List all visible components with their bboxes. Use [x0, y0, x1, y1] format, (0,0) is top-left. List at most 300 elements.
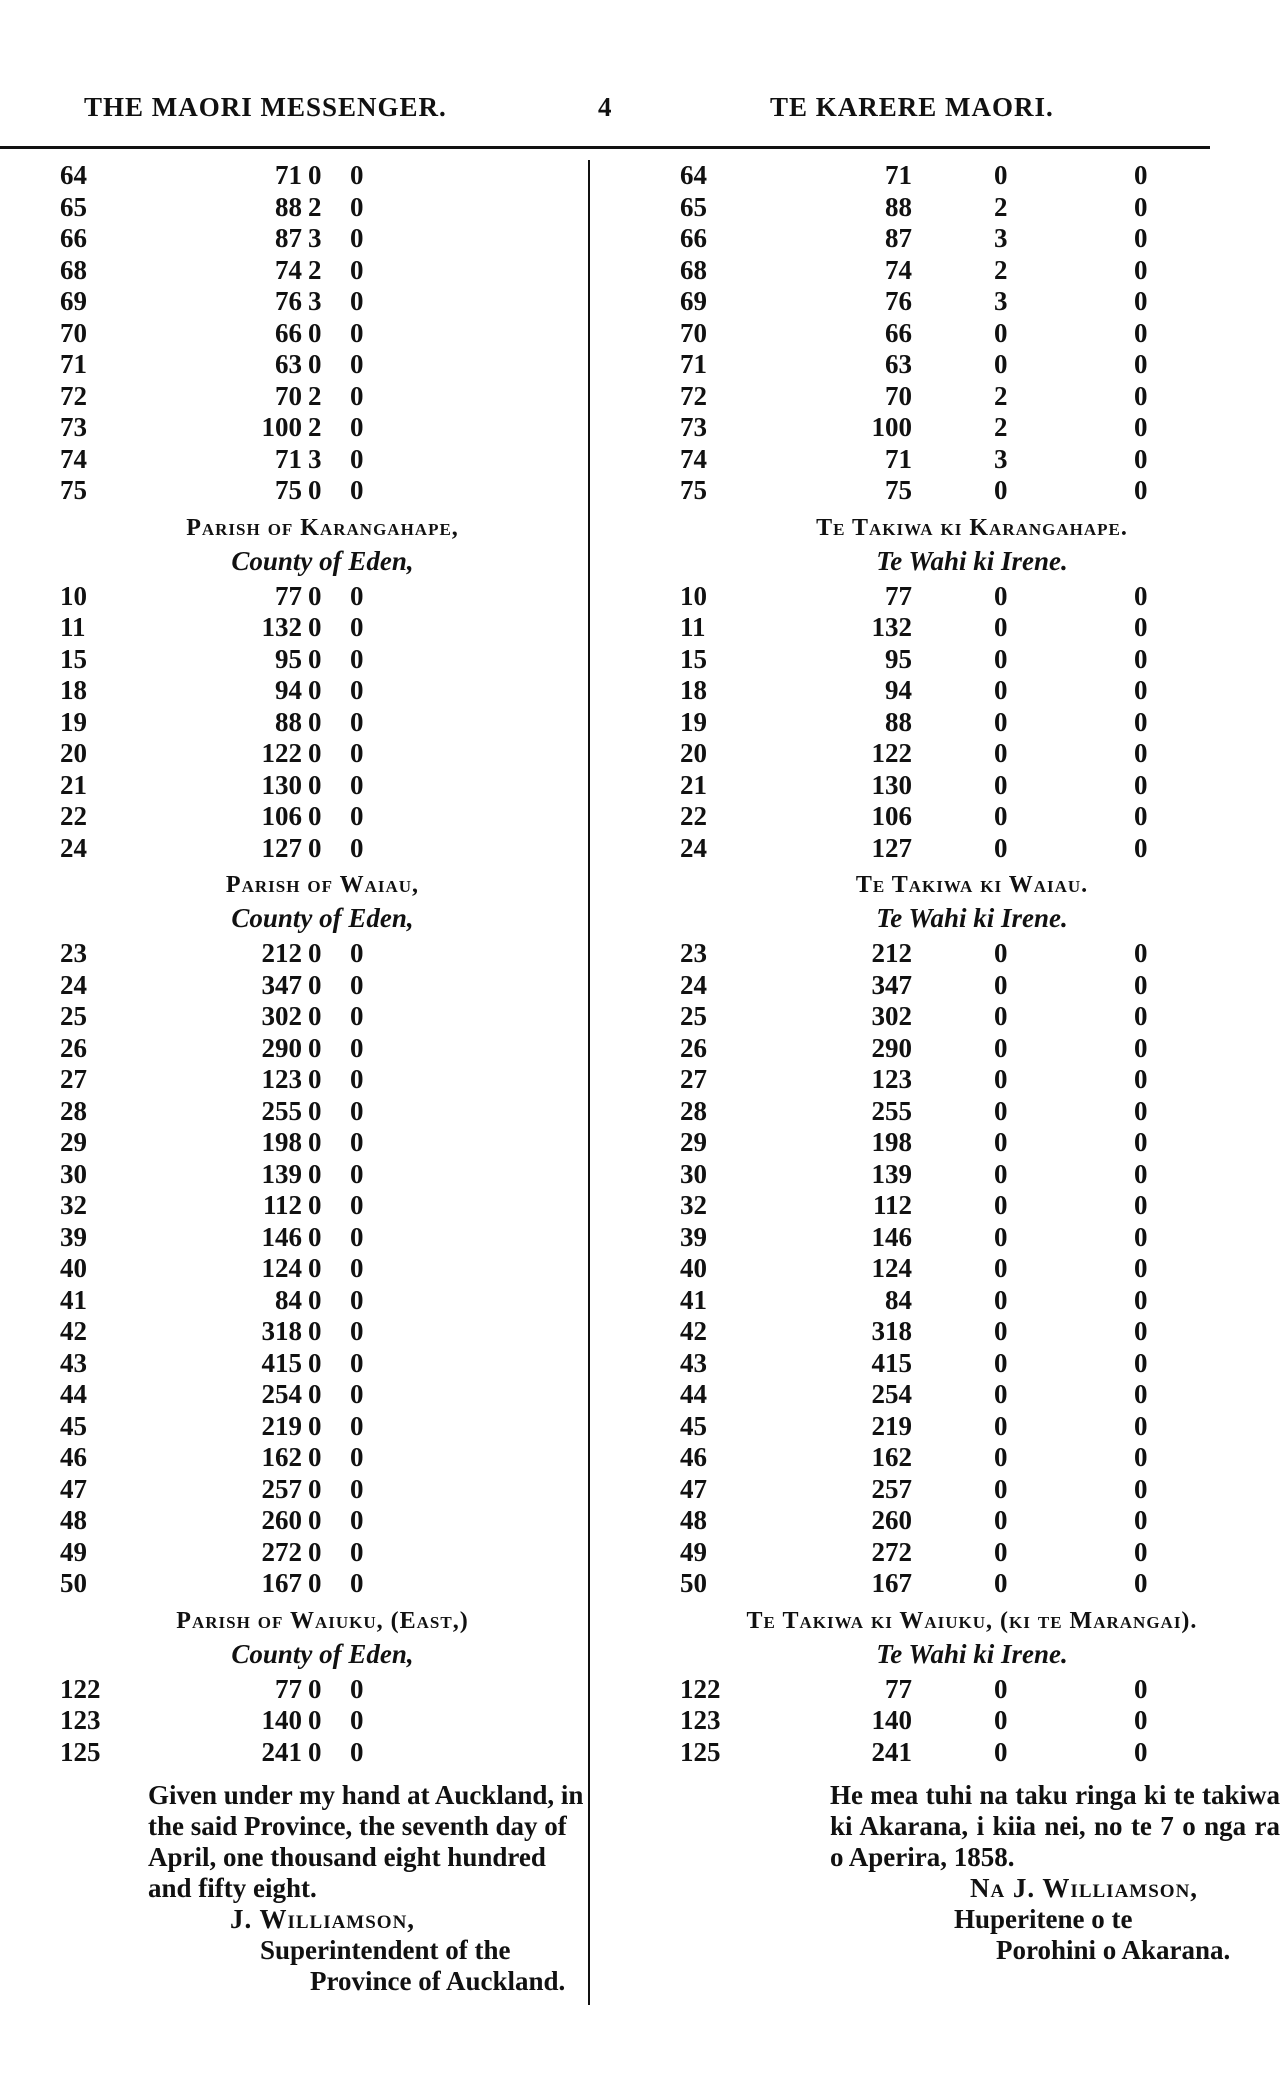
section-heading-karangahape: Parish of Karangahape,: [186, 514, 459, 541]
acres: 212: [871, 938, 912, 968]
table-row: [664, 318, 1280, 350]
allotment-number: 72: [60, 380, 87, 411]
closing-block: [664, 1780, 1280, 1966]
table-row: [60, 738, 585, 770]
acres: 84: [275, 1284, 302, 1315]
perches: 0: [1134, 1158, 1148, 1189]
roods: 0: [308, 160, 322, 190]
acres: 272: [871, 1536, 912, 1567]
perches: 0: [1134, 738, 1148, 768]
table-row: [60, 1001, 585, 1033]
allotment-number: 44: [60, 1379, 87, 1409]
allotment-number: 30: [60, 1158, 87, 1189]
allotment-number: 21: [60, 769, 87, 800]
table-row: [60, 1568, 585, 1600]
acres: 88: [885, 706, 912, 737]
signature-title-1: Superintendent of the: [260, 1935, 511, 1965]
roods: 0: [994, 1442, 1008, 1472]
table-row: [664, 1674, 1280, 1706]
roods: 0: [994, 580, 1008, 611]
acres: 219: [871, 1410, 912, 1441]
table-row: [664, 644, 1280, 676]
allotment-number: 21: [680, 769, 707, 800]
perches: 0: [350, 580, 364, 611]
allotment-number: 26: [60, 1032, 87, 1063]
section-subheading-county: County of Eden,: [231, 545, 414, 576]
allotment-number: 10: [680, 580, 707, 611]
acres: 130: [261, 769, 302, 800]
table-row: [664, 412, 1280, 444]
roods: 0: [994, 475, 1008, 505]
signature-title-1: Huperitene o te: [954, 1904, 1133, 1934]
acres: 84: [885, 1284, 912, 1315]
roods: 3: [994, 286, 1008, 316]
perches: 0: [350, 1705, 364, 1735]
acres: 347: [871, 969, 912, 1000]
perches: 0: [1134, 1705, 1148, 1735]
perches: 0: [1134, 443, 1148, 474]
table-row: [664, 1127, 1280, 1159]
roods: 0: [308, 1536, 322, 1567]
roods: 0: [308, 1284, 322, 1315]
table-row: [664, 349, 1280, 381]
acres: 112: [262, 1190, 302, 1220]
closing-block: [60, 1780, 585, 1997]
table-row: [664, 1285, 1280, 1317]
acres: 254: [261, 1379, 302, 1409]
perches: 0: [1134, 706, 1148, 737]
perches: 0: [350, 1473, 364, 1504]
perches: 0: [350, 738, 364, 768]
table-row: [60, 581, 585, 613]
table-row: [664, 192, 1280, 224]
perches: 0: [350, 1158, 364, 1189]
allotment-number: 19: [60, 706, 87, 737]
acres: 106: [871, 801, 912, 831]
perches: 0: [350, 191, 364, 222]
acres: 302: [261, 1001, 302, 1031]
allotment-number: 46: [60, 1442, 87, 1472]
acres: 66: [885, 317, 912, 348]
table-row: [60, 192, 585, 224]
acres: 66: [275, 317, 302, 348]
acres: 71: [885, 443, 912, 474]
roods: 0: [308, 832, 322, 863]
perches: 0: [1134, 1064, 1148, 1094]
allotment-number: 74: [680, 443, 707, 474]
table-row: [60, 801, 585, 833]
allotment-number: 28: [60, 1095, 87, 1126]
roods: 0: [308, 801, 322, 831]
acres: 241: [871, 1736, 912, 1767]
roods: 0: [994, 969, 1008, 1000]
allotment-number: 75: [60, 475, 87, 505]
acres: 139: [261, 1158, 302, 1189]
roods: 0: [994, 1158, 1008, 1189]
allotment-number: 11: [680, 612, 706, 642]
allotment-number: 73: [60, 412, 87, 442]
table-waiau: [664, 938, 1280, 1600]
table-waiau: [60, 938, 585, 1600]
perches: 0: [350, 286, 364, 316]
allotment-number: 22: [680, 801, 707, 831]
roods: 0: [994, 769, 1008, 800]
table-row: [60, 1316, 585, 1348]
perches: 0: [350, 706, 364, 737]
acres: 198: [871, 1127, 912, 1157]
acres: 347: [261, 969, 302, 1000]
allotment-number: 66: [60, 223, 87, 253]
roods: 0: [308, 1001, 322, 1031]
allotment-number: 65: [680, 191, 707, 222]
table-row: [664, 286, 1280, 318]
allotment-number: 71: [60, 349, 87, 379]
roods: 3: [994, 443, 1008, 474]
roods: 0: [994, 1379, 1008, 1409]
roods: 0: [308, 612, 322, 642]
acres: 318: [871, 1316, 912, 1346]
allotment-number: 39: [680, 1221, 707, 1252]
acres: 318: [261, 1316, 302, 1346]
allotment-number: 26: [680, 1032, 707, 1063]
roods: 0: [994, 1001, 1008, 1031]
acres: 260: [261, 1505, 302, 1535]
table-allotments-1: [664, 160, 1280, 507]
roods: 0: [994, 643, 1008, 674]
allotment-number: 123: [680, 1705, 721, 1735]
roods: 0: [308, 1410, 322, 1441]
table-row: [664, 1537, 1280, 1569]
perches: 0: [1134, 317, 1148, 348]
allotment-number: 125: [680, 1736, 721, 1767]
acres: 162: [871, 1442, 912, 1472]
table-row: [60, 412, 585, 444]
acres: 212: [261, 938, 302, 968]
perches: 0: [1134, 1442, 1148, 1472]
roods: 0: [994, 1568, 1008, 1598]
section-subheading-wahi: Te Wahi ki Irene.: [876, 545, 1068, 576]
header-right-title: TE KARERE MAORI.: [770, 92, 1054, 122]
perches: 0: [1134, 1221, 1148, 1252]
perches: 0: [1134, 580, 1148, 611]
acres: 162: [261, 1442, 302, 1472]
perches: 0: [1134, 1001, 1148, 1031]
allotment-number: 19: [680, 706, 707, 737]
table-row: [60, 1442, 585, 1474]
allotment-number: 41: [60, 1284, 87, 1315]
allotment-number: 23: [680, 938, 707, 968]
roods: 0: [308, 580, 322, 611]
table-row: [60, 286, 585, 318]
table-row: [60, 1222, 585, 1254]
acres: 88: [885, 191, 912, 222]
roods: 0: [994, 1347, 1008, 1378]
table-row: [60, 223, 585, 255]
allotment-number: 47: [60, 1473, 87, 1504]
page-number: 4: [598, 92, 613, 122]
allotment-number: 49: [680, 1536, 707, 1567]
page-header: [0, 92, 1280, 132]
roods: 0: [308, 1568, 322, 1598]
roods: 0: [994, 738, 1008, 768]
roods: 0: [994, 1505, 1008, 1535]
allotment-number: 24: [60, 969, 87, 1000]
allotment-number: 46: [680, 1442, 707, 1472]
table-row: [664, 675, 1280, 707]
perches: 0: [350, 1032, 364, 1063]
perches: 0: [1134, 938, 1148, 968]
acres: 140: [871, 1705, 912, 1735]
roods: 2: [308, 191, 322, 222]
table-row: [664, 1442, 1280, 1474]
acres: 241: [261, 1736, 302, 1767]
perches: 0: [350, 769, 364, 800]
table-row: [60, 675, 585, 707]
table-row: [664, 1253, 1280, 1285]
allotment-number: 10: [60, 580, 87, 611]
acres: 140: [261, 1705, 302, 1735]
roods: 3: [994, 223, 1008, 253]
acres: 130: [871, 769, 912, 800]
perches: 0: [1134, 286, 1148, 316]
acres: 112: [872, 1190, 912, 1220]
allotment-number: 27: [680, 1064, 707, 1094]
section-subheading-wahi: Te Wahi ki Irene.: [876, 903, 1068, 933]
allotment-number: 20: [680, 738, 707, 768]
signature-title-2: Porohini o Akarana.: [996, 1935, 1231, 1965]
allotment-number: 24: [680, 969, 707, 1000]
table-row: [60, 1285, 585, 1317]
table-row: [60, 475, 585, 507]
perches: 0: [350, 801, 364, 831]
perches: 0: [350, 1410, 364, 1441]
allotment-number: 70: [680, 317, 707, 348]
table-row: [60, 255, 585, 287]
allotment-number: 32: [680, 1190, 707, 1220]
perches: 0: [1134, 1347, 1148, 1378]
signature: J. Williamson,: [229, 1904, 416, 1934]
allotment-number: 40: [60, 1253, 87, 1283]
roods: 0: [994, 1190, 1008, 1220]
perches: 0: [1134, 412, 1148, 442]
acres: 254: [871, 1379, 912, 1409]
perches: 0: [1134, 349, 1148, 379]
roods: 0: [308, 1032, 322, 1063]
perches: 0: [1134, 1190, 1148, 1220]
acres: 122: [871, 738, 912, 768]
perches: 0: [1134, 191, 1148, 222]
perches: 0: [350, 443, 364, 474]
table-row: [60, 1411, 585, 1443]
table-row: [60, 1537, 585, 1569]
acres: 415: [261, 1347, 302, 1378]
perches: 0: [350, 675, 364, 705]
allotment-number: 45: [680, 1410, 707, 1441]
table-row: [664, 1505, 1280, 1537]
perches: 0: [1134, 254, 1148, 285]
perches: 0: [350, 1673, 364, 1704]
roods: 0: [308, 1736, 322, 1767]
acres: 63: [275, 349, 302, 379]
allotment-number: 29: [680, 1127, 707, 1157]
acres: 302: [871, 1001, 912, 1031]
table-row: [60, 1737, 585, 1769]
acres: 127: [871, 832, 912, 863]
acres: 124: [261, 1253, 302, 1283]
roods: 0: [308, 1473, 322, 1504]
acres: 74: [885, 254, 912, 285]
table-row: [664, 738, 1280, 770]
allotment-number: 42: [680, 1316, 707, 1346]
acres: 77: [885, 580, 912, 611]
table-row: [60, 1705, 585, 1737]
roods: 0: [994, 317, 1008, 348]
acres: 87: [275, 223, 302, 253]
allotment-number: 68: [680, 254, 707, 285]
acres: 63: [885, 349, 912, 379]
table-row: [60, 381, 585, 413]
table-row: [60, 1127, 585, 1159]
acres: 255: [871, 1095, 912, 1126]
acres: 71: [275, 443, 302, 474]
allotment-number: 45: [60, 1410, 87, 1441]
acres: 94: [275, 675, 302, 705]
section-subheading-county: County of Eden,: [231, 903, 414, 933]
acres: 167: [261, 1568, 302, 1598]
header-left-title: THE MAORI MESSENGER.: [84, 92, 447, 122]
allotment-number: 42: [60, 1316, 87, 1346]
perches: 0: [1134, 1127, 1148, 1157]
perches: 0: [350, 1442, 364, 1472]
perches: 0: [1134, 1253, 1148, 1283]
table-row: [60, 970, 585, 1002]
table-row: [60, 644, 585, 676]
table-row: [60, 612, 585, 644]
acres: 255: [261, 1095, 302, 1126]
allotment-number: 125: [60, 1736, 101, 1767]
table-row: [60, 1253, 585, 1285]
acres: 70: [885, 380, 912, 411]
acres: 100: [871, 412, 912, 442]
perches: 0: [1134, 1505, 1148, 1535]
acres: 77: [275, 580, 302, 611]
perches: 0: [1134, 1568, 1148, 1598]
table-row: [664, 1316, 1280, 1348]
perches: 0: [1134, 380, 1148, 411]
table-row: [60, 938, 585, 970]
table-row: [664, 475, 1280, 507]
table-row: [664, 612, 1280, 644]
roods: 0: [308, 1505, 322, 1535]
roods: 0: [994, 1284, 1008, 1315]
allotment-number: 73: [680, 412, 707, 442]
table-row: [60, 833, 585, 865]
acres: 272: [261, 1536, 302, 1567]
table-karangahape: [60, 581, 585, 865]
table-row: [664, 801, 1280, 833]
roods: 0: [308, 1253, 322, 1283]
roods: 0: [994, 938, 1008, 968]
table-row: [664, 938, 1280, 970]
roods: 0: [994, 612, 1008, 642]
perches: 0: [350, 160, 364, 190]
roods: 0: [994, 1536, 1008, 1567]
roods: 0: [994, 675, 1008, 705]
table-row: [664, 160, 1280, 192]
perches: 0: [350, 380, 364, 411]
table-row: [664, 223, 1280, 255]
perches: 0: [1134, 1284, 1148, 1315]
roods: 0: [994, 1064, 1008, 1094]
allotment-number: 75: [680, 475, 707, 505]
roods: 0: [308, 1673, 322, 1704]
allotment-number: 29: [60, 1127, 87, 1157]
roods: 0: [308, 317, 322, 348]
roods: 0: [994, 706, 1008, 737]
table-row: [664, 1568, 1280, 1600]
acres: 74: [275, 254, 302, 285]
acres: 77: [885, 1673, 912, 1704]
roods: 0: [994, 1473, 1008, 1504]
allotment-number: 24: [60, 832, 87, 863]
acres: 167: [871, 1568, 912, 1598]
table-row: [664, 1033, 1280, 1065]
section-heading-karangahape: Te Takiwa ki Karangahape.: [816, 514, 1128, 541]
table-row: [664, 770, 1280, 802]
table-row: [664, 1474, 1280, 1506]
table-row: [60, 1674, 585, 1706]
perches: 0: [1134, 1536, 1148, 1567]
table-row: [664, 1064, 1280, 1096]
roods: 0: [308, 938, 322, 968]
allotment-number: 27: [60, 1064, 87, 1094]
perches: 0: [350, 1505, 364, 1535]
perches: 0: [1134, 1316, 1148, 1346]
allotment-number: 69: [680, 286, 707, 316]
section-subheading-wahi: Te Wahi ki Irene.: [876, 1638, 1068, 1669]
table-row: [664, 1222, 1280, 1254]
acres: 257: [871, 1473, 912, 1504]
roods: 0: [308, 969, 322, 1000]
perches: 0: [350, 1568, 364, 1598]
acres: 106: [261, 801, 302, 831]
table-row: [664, 1705, 1280, 1737]
perches: 0: [1134, 1473, 1148, 1504]
roods: 0: [308, 1221, 322, 1252]
acres: 260: [871, 1505, 912, 1535]
perches: 0: [1134, 769, 1148, 800]
table-row: [60, 707, 585, 739]
roods: 0: [308, 1190, 322, 1220]
roods: 0: [994, 1221, 1008, 1252]
perches: 0: [350, 349, 364, 379]
roods: 0: [308, 675, 322, 705]
perches: 0: [350, 1190, 364, 1220]
acres: 127: [261, 832, 302, 863]
allotment-number: 47: [680, 1473, 707, 1504]
acres: 88: [275, 706, 302, 737]
perches: 0: [1134, 832, 1148, 863]
table-row: [60, 1348, 585, 1380]
perches: 0: [350, 1536, 364, 1567]
perches: 0: [1134, 1673, 1148, 1704]
acres: 139: [871, 1158, 912, 1189]
allotment-number: 64: [680, 160, 707, 190]
roods: 2: [994, 380, 1008, 411]
acres: 71: [885, 160, 912, 190]
perches: 0: [1134, 223, 1148, 253]
allotment-number: 18: [680, 675, 707, 705]
